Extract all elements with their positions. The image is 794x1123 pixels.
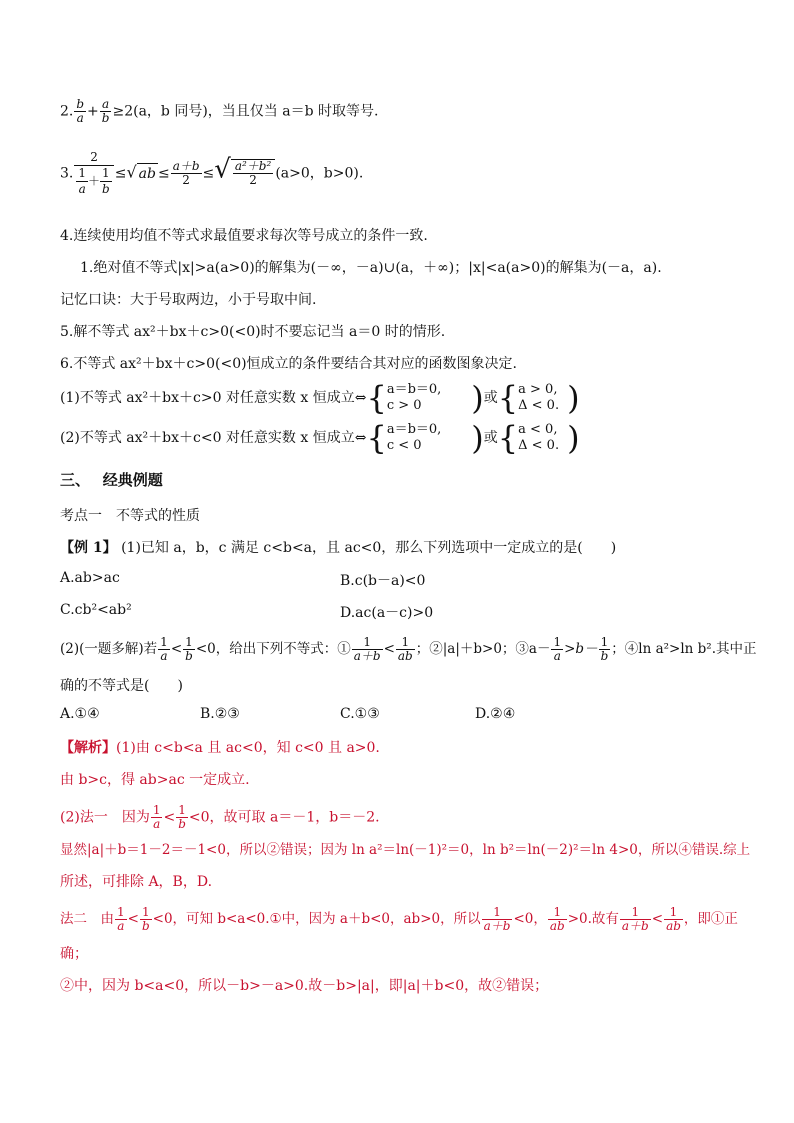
analysis-text: ，即①正	[683, 911, 738, 927]
section-title: 三、 经典例题	[60, 471, 163, 489]
option-c: C.cb²<ab²	[60, 602, 132, 618]
fraction-1-over-a-plus-b	[620, 906, 651, 933]
left-brace-icon: {	[497, 419, 519, 457]
numerator: 1	[140, 906, 152, 920]
analysis-text: <0，可知 b<a<0.①中，因为 a＋b<0，ab>0，所以	[152, 911, 481, 927]
plus-sign: +	[87, 103, 99, 120]
numerator: 1	[553, 635, 562, 649]
sqrt-icon: √	[126, 162, 137, 182]
analysis-line-5: 所述，可排除 A，B，D.	[60, 874, 213, 890]
condition-text: (1)不等式 ax²＋bx＋c>0 对任意实数 x 恒成立⇔	[60, 390, 367, 406]
example-tag: 【例 1】	[60, 540, 117, 556]
abs-inequality-line: 1.绝对值不等式|x|>a(a>0)的解集为(－∞，－a)∪(a，＋∞)；|x|<a(a>0)的解集为(－a，a).	[80, 260, 662, 276]
denominator: a	[76, 111, 84, 125]
le-sign: ≤	[157, 165, 170, 182]
fraction-1-over-a	[115, 906, 127, 933]
fraction-1-over-ab	[548, 906, 567, 933]
analysis-line-4: 显然|a|＋b＝1－2＝－1<0，所以②错误；因为 ln a²＝ln(－1)²＝0，ln b²＝ln(－2)²＝ln 4>0，所以④错误.综上	[60, 842, 751, 858]
denominator: b	[185, 649, 193, 663]
right-brace-icon: )	[567, 379, 580, 417]
numerator: 1	[482, 906, 513, 920]
question-text: ；②|a|＋b>0；③a－	[415, 641, 551, 657]
option-2c: C.①③	[340, 706, 380, 722]
denominator: ab	[666, 919, 681, 933]
numerator: 1	[176, 804, 188, 818]
left-brace-icon: {	[497, 379, 519, 417]
quad-mean	[231, 159, 275, 187]
analysis-line-2: 由 b>c，得 ab>ac 一定成立.	[60, 772, 250, 788]
le-sign: ≤	[202, 165, 215, 182]
question-text: <0，给出下列不等式：①	[195, 641, 351, 657]
sqrt-icon: √	[214, 154, 231, 185]
analysis-line-8: ②中，因为 b<a<0，所以－b>－a>0.故－b>|a|，即|a|＋b<0，故②错误；	[60, 978, 549, 994]
system-row: a＝b＝0,	[386, 382, 442, 397]
option-a: A.ab>ac	[60, 570, 120, 586]
denominator: a	[78, 182, 86, 196]
option-2a: A.①④	[60, 706, 100, 722]
lt-sign: <	[170, 641, 183, 657]
item-4: 4.连续使用均值不等式求最值要求每次等号成立的条件一致.	[60, 228, 428, 244]
gt-sign: >	[564, 641, 576, 657]
question-text: (2)(一题多解)若	[60, 641, 158, 657]
system-2	[518, 422, 559, 454]
fraction-a-over-b	[100, 98, 112, 125]
fraction-1-over-b	[183, 636, 195, 663]
analysis-text: <0，故可取 a＝－1，b＝－2.	[188, 809, 380, 826]
analysis-text: 法二 由	[60, 911, 114, 927]
numerator: 1	[352, 636, 383, 650]
fraction-1-over-a-plus-b	[352, 636, 383, 663]
analysis-text: >0.故有	[567, 911, 619, 927]
system-row: Δ < 0.	[518, 438, 560, 453]
numerator: 1	[548, 906, 567, 920]
denominator: $\frac{1}{a}$ ＋ $\frac{1}{b}$	[78, 166, 110, 196]
analysis-line-7: 确；	[60, 946, 88, 962]
kaodian-heading: 考点一 不等式的性质	[60, 508, 200, 524]
fraction-1-over-ab	[664, 906, 683, 933]
numerator: 1	[100, 166, 112, 182]
numerator: 2	[74, 150, 113, 166]
lt-sign: <	[127, 911, 139, 927]
sqrt-ab	[137, 163, 158, 184]
condition-text: (2)不等式 ax²＋bx＋c<0 对任意实数 x 恒成立⇔	[60, 430, 367, 446]
denominator: a＋b	[483, 919, 511, 933]
denominator: a	[153, 817, 161, 831]
example-1-question-1	[60, 538, 616, 558]
fraction-1-over-b	[140, 906, 152, 933]
fraction-1-over-a	[551, 636, 563, 663]
item-5: 5.解不等式 ax²＋bx＋c>0(<0)时不要忘记当 a＝0 时的情形.	[60, 324, 446, 340]
numerator: 1	[78, 166, 86, 180]
analysis-text: (1)由 c<b<a 且 ac<0，知 c<0 且 a>0.	[116, 740, 380, 756]
fraction-1-over-a-plus-b	[482, 906, 513, 933]
denominator: ab	[397, 649, 413, 663]
denominator: a＋b	[353, 649, 381, 663]
numerator: 1	[160, 635, 168, 649]
or-word: 或	[483, 430, 498, 446]
item-3	[60, 150, 363, 197]
denominator: 2	[249, 173, 257, 187]
item-6: 6.不等式 ax²＋bx＋c>0(<0)恒成立的条件要结合其对应的函数图象决定.	[60, 356, 518, 372]
numerator: b	[76, 97, 85, 111]
fraction-1-over-a	[158, 636, 170, 663]
system-row: a > 0,	[518, 382, 558, 397]
question-text: ；④ln a²>ln b².其中正	[611, 641, 757, 657]
condition-1	[60, 379, 580, 417]
option-b: B.c(b－a)<0	[340, 573, 426, 589]
term: b－	[575, 641, 598, 657]
harmonic-mean-fraction	[74, 150, 113, 197]
item-number: 3.	[60, 165, 74, 182]
system-row: a < 0,	[518, 422, 558, 437]
denominator: b	[600, 649, 609, 663]
arith-mean-fraction	[171, 160, 202, 187]
analysis-line-3	[60, 804, 380, 831]
mnemonic-line: 记忆口诀：大于号取两边，小于号取中间.	[60, 292, 317, 308]
numerator: a＋b	[172, 159, 200, 173]
system-2	[518, 382, 559, 414]
example-1-question-2-cont: 确的不等式是( )	[60, 678, 183, 694]
numerator: 1	[396, 636, 415, 650]
numerator: a²＋b²	[234, 159, 272, 173]
numerator: 1	[117, 905, 125, 919]
right-brace-icon: )	[567, 419, 580, 457]
denominator: b	[178, 817, 186, 831]
example-1-question-2	[60, 636, 757, 663]
left-brace-icon: {	[366, 419, 387, 457]
denominator: 2	[182, 173, 190, 187]
fraction-b-over-a	[74, 98, 86, 125]
numerator: 1	[152, 803, 161, 817]
denominator: b	[141, 919, 150, 933]
radicand: ab	[138, 165, 156, 182]
fraction-1-over-ab	[396, 636, 415, 663]
numerator: 1	[664, 906, 683, 920]
denominator: b	[101, 111, 110, 125]
system-row: Δ < 0.	[518, 398, 560, 413]
item-text: ≥2(a，b 同号)，当且仅当 a＝b 时取等号.	[112, 103, 379, 120]
analysis-text: <0，	[513, 911, 547, 927]
or-word: 或	[483, 390, 498, 406]
system-row: c > 0	[386, 398, 422, 413]
condition-2	[60, 419, 580, 457]
left-brace-icon: {	[366, 379, 387, 417]
fraction-1-over-a	[151, 804, 163, 831]
option-d: D.ac(a－c)>0	[340, 605, 434, 621]
item-number: 2.	[60, 103, 74, 120]
lt-sign: <	[651, 911, 664, 927]
numerator: 1	[183, 636, 195, 650]
item-text: (a>0，b>0).	[275, 165, 364, 182]
item-2	[60, 98, 378, 125]
lt-sign: <	[163, 809, 176, 826]
denominator: a	[160, 649, 168, 663]
denominator: ab	[549, 919, 565, 933]
denominator: b	[102, 182, 110, 196]
option-2b: B.②③	[200, 706, 240, 722]
system-row: c < 0	[386, 438, 422, 453]
denominator: a	[553, 649, 561, 663]
lt-sign: <	[383, 641, 395, 657]
analysis-text: (2)法一 因为	[60, 809, 150, 826]
fraction-1-over-b	[599, 636, 611, 663]
system-row: a＝b＝0,	[386, 422, 442, 437]
numerator: 1	[620, 906, 651, 920]
analysis-line-6	[60, 906, 738, 933]
question-text: (1)已知 a，b，c 满足 c<b<a，且 ac<0，那么下列选项中一定成立的是( )	[116, 540, 617, 556]
le-sign: ≤	[114, 165, 127, 182]
right-brace-icon: )	[471, 419, 484, 457]
numerator: a	[102, 97, 110, 111]
option-2d: D.②④	[475, 706, 516, 722]
numerator: 1	[599, 636, 611, 650]
analysis-tag: 【解析】	[60, 740, 116, 756]
system-1	[387, 382, 441, 414]
fraction-1-over-b	[176, 804, 188, 831]
system-1	[387, 422, 441, 454]
right-brace-icon: )	[471, 379, 484, 417]
denominator: a＋b	[621, 919, 649, 933]
denominator: a	[117, 919, 125, 933]
analysis-line-1	[60, 738, 380, 758]
